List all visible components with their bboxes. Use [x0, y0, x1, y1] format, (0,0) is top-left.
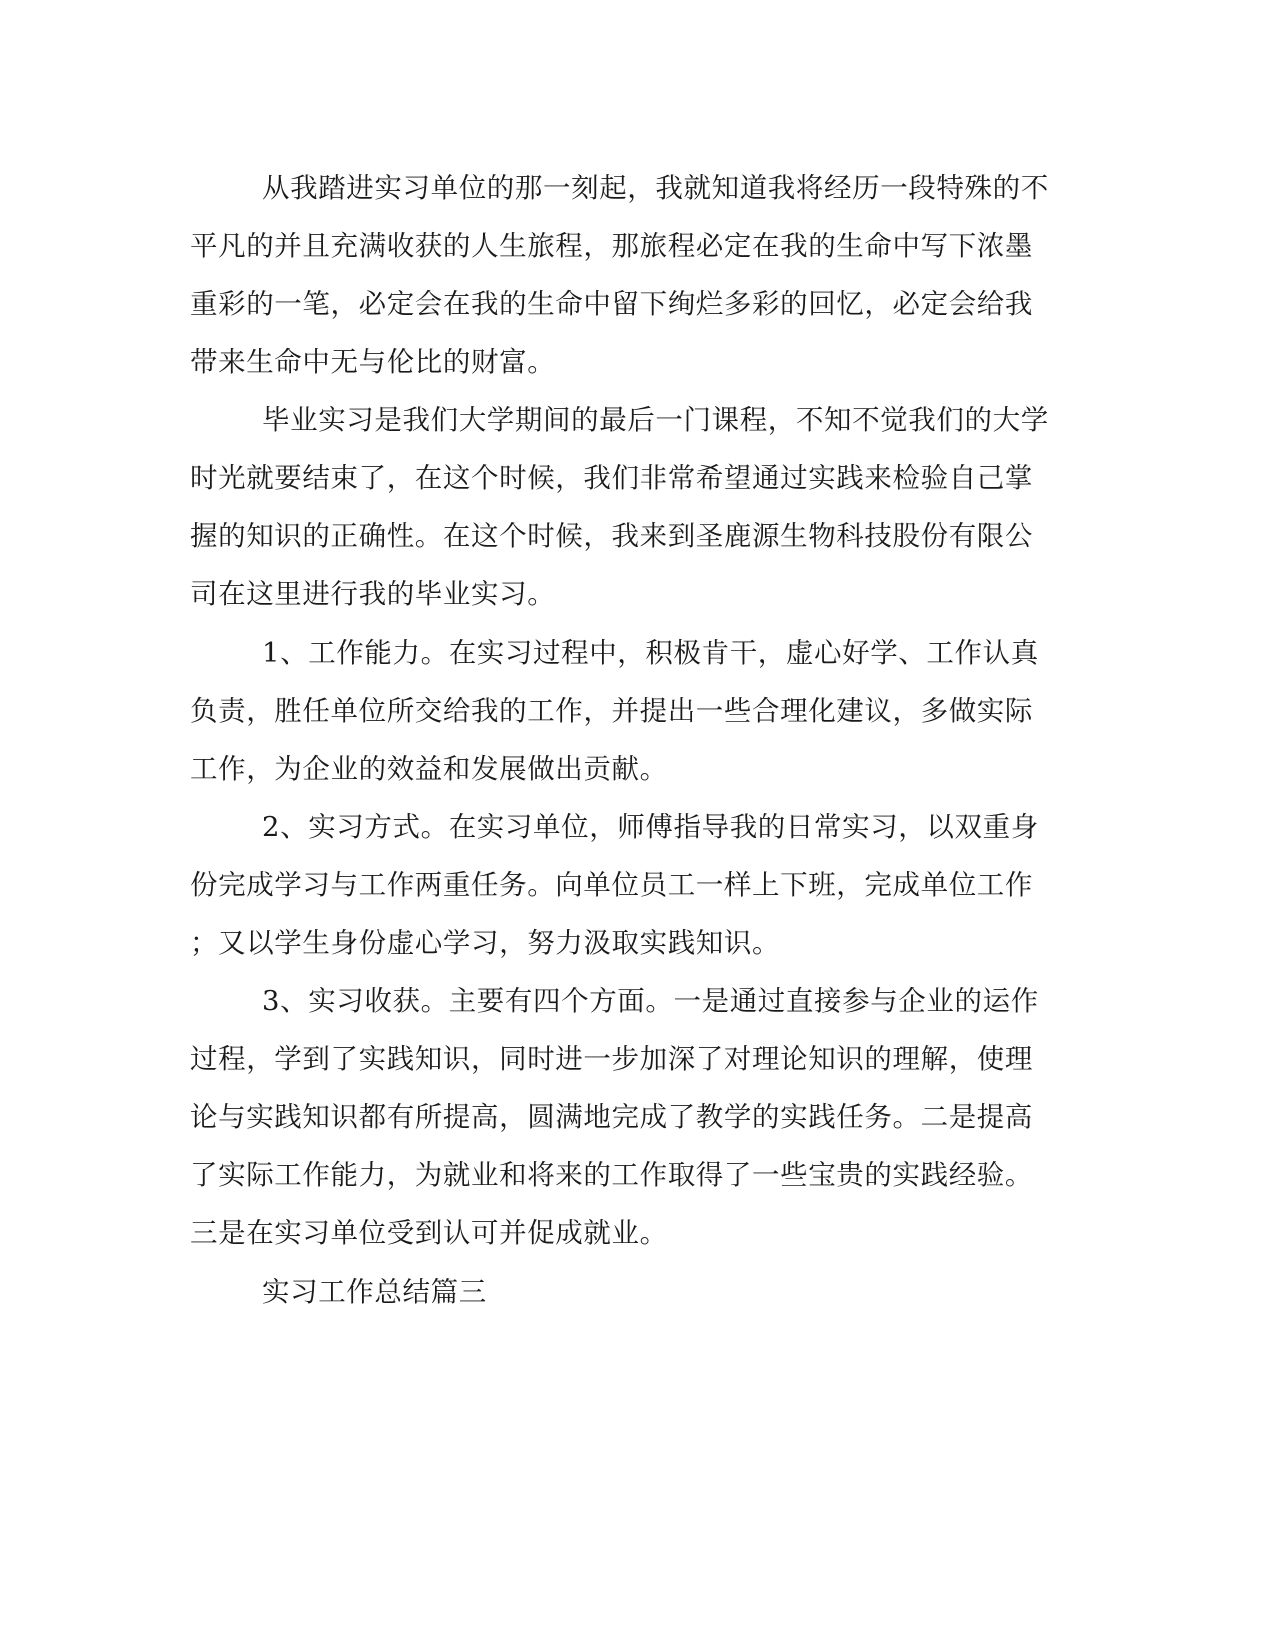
text-line-15: 3、实习收获。主要有四个方面。一是通过直接参与企业的运作: [262, 985, 1039, 1017]
section-heading: 实习工作总结篇三: [262, 1276, 487, 1308]
text-line-18: 了实际工作能力，为就业和将来的工作取得了一些宝贵的实践经验。: [190, 1159, 1033, 1191]
text-line-9: 1、工作能力。在实习过程中，积极肯干，虚心好学、工作认真: [262, 637, 1039, 669]
text-line-3: 重彩的一笔，必定会在我的生命中留下绚烂多彩的回忆，必定会给我: [190, 288, 1033, 320]
text-line-8: 司在这里进行我的毕业实习。: [190, 578, 556, 610]
text-line-17: 论与实践知识都有所提高，圆满地完成了教学的实践任务。二是提高: [190, 1101, 1033, 1133]
text-line-14: ；又以学生身份虚心学习，努力汲取实践知识。: [190, 927, 781, 959]
text-line-13: 份完成学习与工作两重任务。向单位员工一样上下班，完成单位工作: [190, 869, 1033, 901]
text-line-2: 平凡的并且充满收获的人生旅程，那旅程必定在我的生命中写下浓墨: [190, 230, 1033, 262]
text-line-11: 工作，为企业的效益和发展做出贡献。: [190, 753, 668, 785]
text-line-10: 负责，胜任单位所交给我的工作，并提出一些合理化建议，多做实际: [190, 695, 1033, 727]
text-line-1: 从我踏进实习单位的那一刻起，我就知道我将经历一段特殊的不: [262, 172, 1049, 204]
text-line-16: 过程，学到了实践知识，同时进一步加深了对理论知识的理解，使理: [190, 1043, 1033, 1075]
text-line-7: 握的知识的正确性。在这个时候，我来到圣鹿源生物科技股份有限公: [190, 520, 1033, 552]
text-line-6: 时光就要结束了，在这个时候，我们非常希望通过实践来检验自己掌: [190, 462, 1033, 494]
text-line-5: 毕业实习是我们大学期间的最后一门课程，不知不觉我们的大学: [262, 404, 1049, 436]
text-line-12: 2、实习方式。在实习单位，师傅指导我的日常实习，以双重身: [262, 811, 1039, 843]
text-line-4: 带来生命中无与伦比的财富。: [190, 346, 556, 378]
text-line-19: 三是在实习单位受到认可并促成就业。: [190, 1217, 668, 1249]
